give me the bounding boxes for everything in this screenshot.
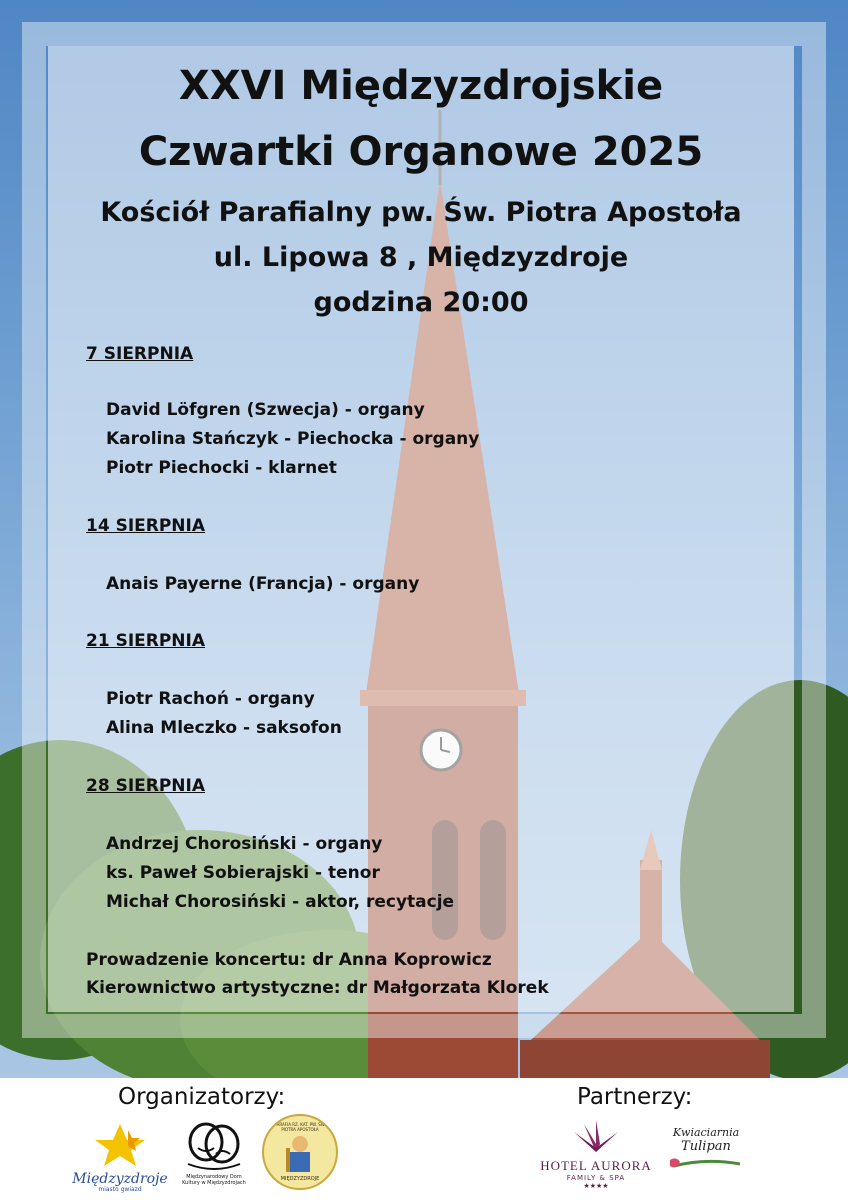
theatre-masks-icon	[178, 1118, 250, 1170]
organizers-label: Organizatorzy:	[118, 1084, 286, 1110]
star-icon	[70, 1120, 170, 1168]
lotus-icon	[540, 1118, 652, 1154]
hotel-aurora-name: HOTEL AURORA	[540, 1158, 652, 1173]
miedzyzdroje-logo	[70, 1120, 170, 1196]
performer: Karolina Stańczyk - Piechocka - organy	[106, 429, 480, 449]
miedzyzdroje-logo-text: Międzyzdroje	[72, 1171, 168, 1187]
hotel-aurora-sub: FAMILY & SPA	[566, 1174, 626, 1182]
footer	[0, 1078, 848, 1200]
performer: Anais Payerne (Francja) - organy	[106, 574, 420, 594]
venue: Kościół Parafialny pw. Św. Piotra Apostoła	[100, 197, 742, 228]
tulipan-line1: Kwiaciarnia	[672, 1126, 740, 1139]
concert-date: 14 SIERPNIA	[86, 516, 206, 536]
performer: Alina Mleczko - saksofon	[106, 718, 342, 738]
concert-date: 21 SIERPNIA	[86, 631, 206, 651]
parish-logo-bottom-text: MIĘDZYZDROJE	[280, 1176, 320, 1182]
partners-label: Partnerzy:	[577, 1084, 693, 1110]
poster-content	[48, 46, 794, 1012]
tulipan-logo	[666, 1126, 746, 1190]
parish-logo-top-text: PARAFIA RZ. KAT. PW. ŚW. PIOTRA APOSTOŁA	[274, 1122, 326, 1132]
address: ul. Lipowa 8 , Międzyzdroje	[213, 242, 629, 273]
performer: ks. Paweł Sobierajski - tenor	[106, 863, 380, 883]
concert-date: 28 SIERPNIA	[86, 776, 206, 796]
host-credit: Prowadzenie koncertu: dr Anna Koprowicz	[86, 950, 492, 970]
performer: Piotr Rachoń - organy	[106, 689, 315, 709]
concert-date: 7 SIERPNIA	[86, 344, 194, 364]
performer: Piotr Piechocki - klarnet	[106, 458, 337, 478]
hotel-aurora-logo	[540, 1118, 652, 1198]
title-line-1: XXVI Międzyzdrojskie	[178, 63, 664, 109]
culture-house-text: Międzynarodowy Dom Kultury w Międzyzdrojach	[182, 1174, 246, 1186]
artistic-credit: Kierownictwo artystyczne: dr Małgorzata Klorek	[86, 978, 549, 998]
start-time: godzina 20:00	[313, 287, 529, 318]
tulip-icon	[666, 1154, 746, 1178]
hotel-aurora-stars: ★★★★	[583, 1182, 609, 1190]
miedzyzdroje-tagline: miasto gwiazd	[98, 1186, 142, 1193]
parish-logo	[262, 1114, 338, 1190]
culture-house-logo	[178, 1118, 250, 1198]
performer: David Löfgren (Szwecja) - organy	[106, 400, 425, 420]
performer: Andrzej Chorosiński - organy	[106, 834, 383, 854]
performer: Michał Chorosiński - aktor, recytacje	[106, 892, 455, 912]
tulipan-line2: Tulipan	[681, 1139, 731, 1154]
title-line-2: Czwartki Organowe 2025	[138, 129, 704, 175]
